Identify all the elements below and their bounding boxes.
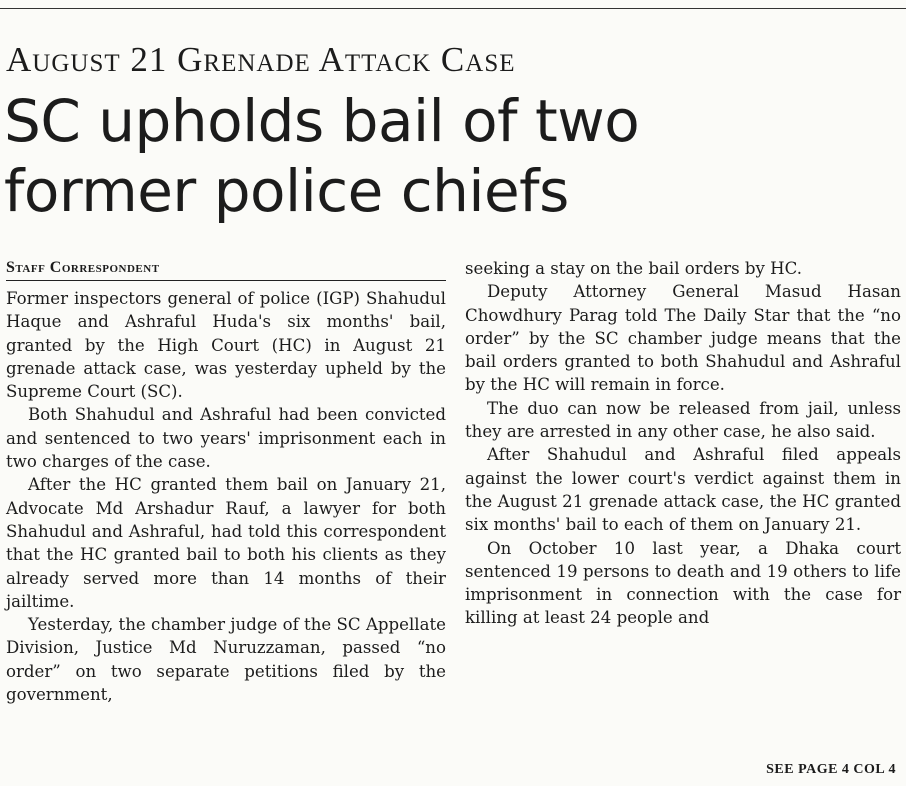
top-rule (0, 8, 906, 9)
paragraph: Both Shahudul and Ashraful had been convicted and sentenced to two years' imprisonment each in two charges of the case. (6, 405, 446, 472)
byline: Staff Correspondent (6, 259, 446, 281)
paragraph: seeking a stay on the bail orders by HC. (465, 259, 803, 278)
paragraph: After Shahudul and Ashraful filed appeals against the lower court's verdict against them in the August 21 grenade attack case, the HC granted six months' bail to each of them on January 21. (465, 445, 901, 535)
headline-line-2: former police chiefs (4, 157, 569, 225)
paragraph: The duo can now be released from jail, unless they are arrested in any other case, he also said. (465, 398, 901, 442)
headline-line-1: SC upholds bail of two (4, 87, 640, 155)
headline (4, 86, 900, 226)
paragraph: Deputy Attorney General Masud Hasan Chowdhury Parag told The Daily Star that the “no order” by the SC chamber judge means that the bail orders granted to both Shahudul and Ashraful by the HC will remain in force. (465, 282, 901, 395)
continuation-jump: SEE PAGE 4 COL 4 (766, 762, 896, 777)
paragraph: On October 10 last year, a Dhaka court sentenced 19 persons to death and 19 others to life imprisonment in connection with the case for killing at least 24 people and (465, 538, 901, 628)
paragraph: After the HC granted them bail on January 21, Advocate Md Arshadur Rauf, a lawyer for both Shahudul and Ashraful, had told this correspondent that the HC granted bail to both his clients as they already served more than 14 months of their jailtime. (6, 475, 446, 611)
kicker: August 21 Grenade Attack Case (6, 40, 516, 79)
paragraph: Yesterday, the chamber judge of the SC Appellate Division, Justice Md Nuruzzaman, passed “no order” on two separate petitions filed by the government, (6, 615, 446, 705)
paragraph: Former inspectors general of police (IGP) Shahudul Haque and Ashraful Huda's six months' bail, granted by the High Court (HC) in August 21 grenade attack case, was yesterday upheld by the Supreme Court (SC). (6, 289, 446, 402)
left-column (6, 287, 446, 706)
right-column (465, 257, 901, 630)
